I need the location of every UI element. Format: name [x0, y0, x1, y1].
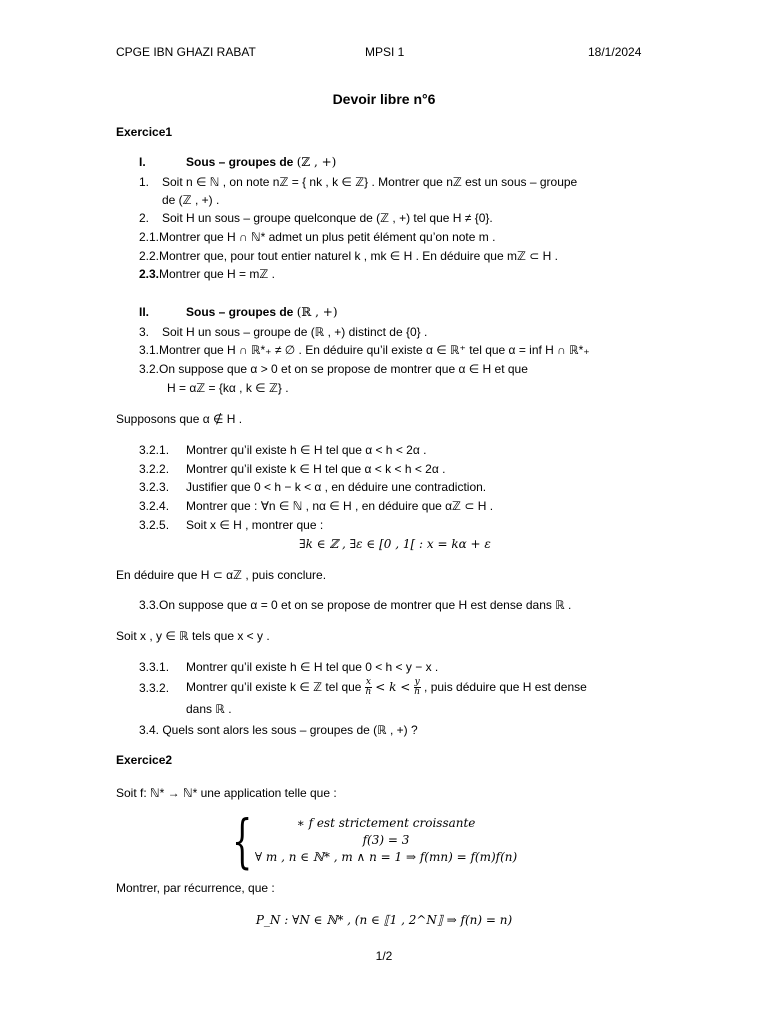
- system-line-2: f(3) = 3: [362, 833, 410, 847]
- q3-3-2-pre: Montrer qu’il existe k ∈ ℤ tel que: [186, 680, 362, 694]
- fraction-x-denominator: h: [365, 687, 372, 698]
- part-i-label: Sous – groupes de: [186, 155, 294, 169]
- q2-3-text: Montrer que H = mℤ .: [159, 267, 275, 281]
- q3-4-text: 3.4. Quels sont alors les sous – groupes de (ℝ , +) ?: [139, 723, 418, 737]
- page-number: 1/2: [375, 949, 393, 963]
- header-school: CPGE IBN GHAZI RABAT: [116, 45, 256, 59]
- q3-2-text-cont: H = αℤ = {kα , k ∈ ℤ} .: [167, 381, 289, 395]
- q3-2-1-number: 3.2.1.: [139, 443, 170, 457]
- q2-2-text: 2.2.Montrer que, pour tout entier naturel k , mk ∈ H . En déduire que mℤ ⊂ H .: [139, 249, 558, 263]
- q2-3-number: 2.3.: [139, 267, 160, 281]
- q3-2-5-text: Soit x ∈ H , montrer que :: [186, 518, 324, 532]
- q3-3-1-number: 3.3.1.: [139, 660, 170, 674]
- q3-2-5-equation: ∃k ∈ ℤ , ∃ε ∈ [0 , 1[ : x = kα + ε: [299, 537, 491, 551]
- ex2-montrer: Montrer, par récurrence, que :: [116, 881, 275, 895]
- system-line-1: ∗ f est strictement croissante: [296, 816, 476, 830]
- deduce-line: En déduire que H ⊂ αℤ , puis conclure.: [116, 568, 327, 582]
- q3-3-2-text-cont: dans ℝ .: [186, 702, 232, 716]
- q3-3-2-post: , puis déduire que H est dense: [424, 680, 587, 694]
- q3-2-3-text: Justifier que 0 < h − k < α , en déduire une contradiction.: [186, 480, 487, 494]
- q1-number: 1.: [139, 175, 150, 189]
- q3-2-2-number: 3.2.2.: [139, 462, 170, 476]
- ex2-intro: Soit f: ℕ* → ℕ* une application telle que :: [116, 786, 337, 800]
- header-class: MPSI 1: [365, 45, 405, 59]
- q3-number: 3.: [139, 325, 150, 339]
- part-i-math: (ℤ , +): [296, 155, 337, 169]
- q3-2-5-number: 3.2.5.: [139, 518, 170, 532]
- q3-2-1-text: Montrer qu’il existe h ∈ H tel que α < h < 2α .: [186, 443, 427, 457]
- system-brace: {: [232, 807, 253, 875]
- q3-3-1-text: Montrer qu’il existe h ∈ H tel que 0 < h < y − x .: [186, 660, 439, 674]
- page-title: Devoir libre n°6: [332, 91, 436, 107]
- fraction-y-over-h: [414, 678, 421, 697]
- q3-2-4-number: 3.2.4.: [139, 499, 170, 513]
- q3-2-4-text: Montrer que : ∀n ∈ ℕ , nα ∈ H , en déduire que αℤ ⊂ H .: [186, 499, 494, 513]
- part-i-title: [186, 154, 336, 170]
- q3-3-2-text: [186, 676, 587, 698]
- q3-2-text: 3.2.On suppose que α > 0 et on se propose de montrer que α ∈ H et que: [139, 362, 528, 376]
- q2-number: 2.: [139, 211, 150, 225]
- soit-line: Soit x , y ∈ ℝ tels que x < y .: [116, 629, 270, 643]
- part-ii-label: Sous – groupes de: [186, 305, 294, 319]
- fraction-x-over-h: [365, 678, 372, 697]
- fraction-y-numerator: y: [414, 677, 420, 688]
- q2-text: Soit H un sous – groupe quelconque de (ℤ , +) tel que H ≠ {0}.: [162, 211, 493, 225]
- q1-text: Soit n ∈ ℕ , on note nℤ = { nk , k ∈ ℤ} . Montrer que nℤ est un sous – groupe: [162, 175, 578, 189]
- q3-1-text: 3.1.Montrer que H ∩ ℝ*₊ ≠ ∅ . En déduire qu’il existe α ∈ ℝ⁺ tel que α = inf H ∩ ℝ*₊: [139, 343, 590, 357]
- pn-statement: P_N : ∀N ∈ ℕ* , (n ∈ ⟦1 , 2^N⟧ ⇒ f(n) = n): [255, 913, 513, 927]
- suppose-line: Supposons que α ∉ H .: [116, 412, 243, 426]
- part-i-number: I.: [139, 155, 146, 169]
- header-date: 18/1/2024: [588, 45, 642, 59]
- part-ii-math: (ℝ , +): [296, 305, 338, 319]
- q2-3-line: [139, 266, 275, 282]
- q3-2-2-text: Montrer qu’il existe k ∈ H tel que α < k < h < 2α .: [186, 462, 446, 476]
- system-line-3: ∀ m , n ∈ ℕ* , m ∧ n = 1 ⇒ f(mn) = f(m)f(n): [254, 850, 518, 864]
- fraction-y-denominator: h: [414, 687, 421, 698]
- q3-text: Soit H un sous – groupe de (ℝ , +) distinct de {0} .: [162, 325, 428, 339]
- q3-3-2-inequality: < k <: [375, 680, 411, 694]
- fraction-x-numerator: x: [365, 677, 371, 688]
- part-ii-title: [186, 304, 338, 320]
- q3-2-3-number: 3.2.3.: [139, 480, 170, 494]
- q3-3-text: 3.3.On suppose que α = 0 et on se propose de montrer que H est dense dans ℝ .: [139, 598, 572, 612]
- q2-1-text: 2.1.Montrer que H ∩ ℕ* admet un plus petit élément qu’on note m .: [139, 230, 496, 244]
- exercise2-heading: Exercice2: [116, 753, 173, 767]
- q1-text-cont: de (ℤ , +) .: [162, 193, 220, 207]
- exercise1-heading: Exercice1: [116, 125, 173, 139]
- q3-3-2-number: 3.3.2.: [139, 681, 170, 695]
- part-ii-number: II.: [139, 305, 150, 319]
